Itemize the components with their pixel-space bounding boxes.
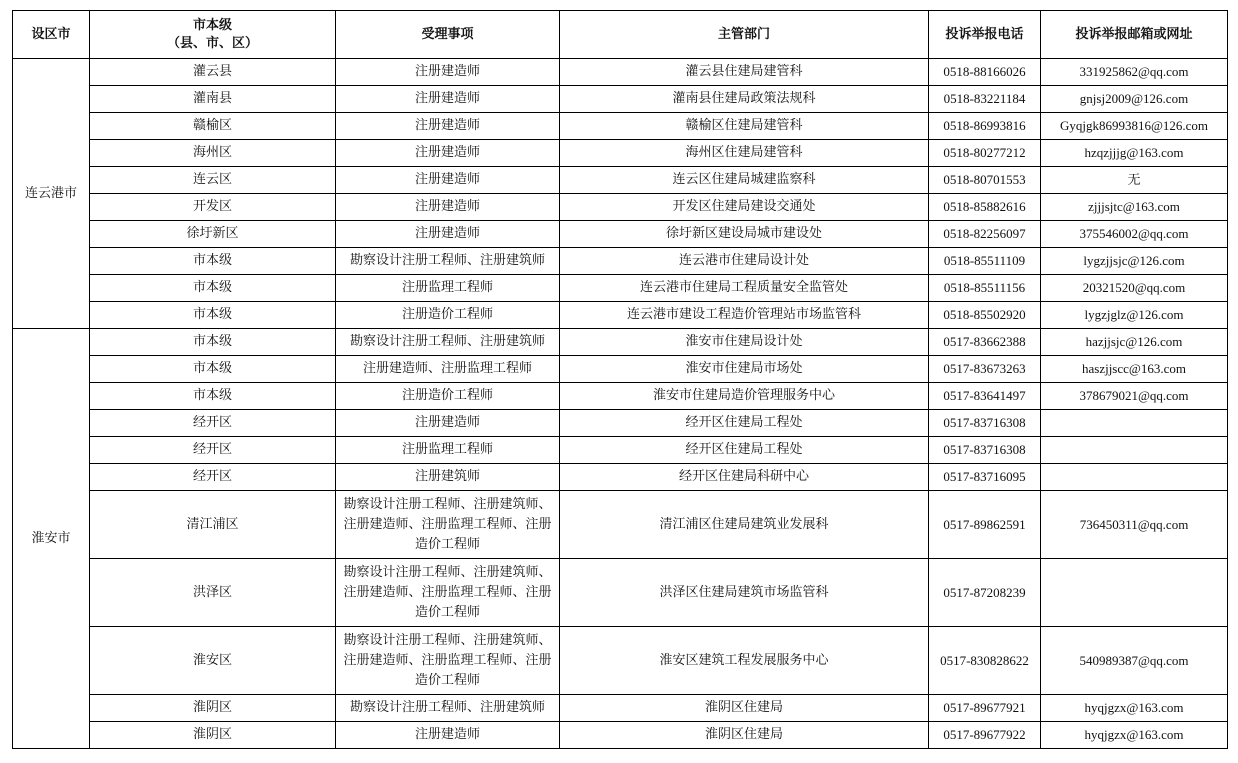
dept-cell: 灌南县住建局政策法规科 [560, 86, 929, 113]
dept-cell: 清江浦区住建局建筑业发展科 [560, 491, 929, 559]
dept-cell: 淮安市住建局设计处 [560, 329, 929, 356]
dept-cell: 洪泽区住建局建筑市场监管科 [560, 559, 929, 627]
item-cell: 注册建造师 [336, 221, 560, 248]
table-row [13, 627, 1228, 695]
phone-cell: 0517-87208239 [929, 559, 1041, 627]
table-row [13, 140, 1228, 167]
item-cell: 注册建造师 [336, 86, 560, 113]
table-row [13, 437, 1228, 464]
phone-cell: 0518-88166026 [929, 59, 1041, 86]
email-cell: 736450311@qq.com [1041, 491, 1228, 559]
item-cell: 注册建造师 [336, 59, 560, 86]
phone-cell: 0518-86993816 [929, 113, 1041, 140]
area-cell: 清江浦区 [90, 491, 336, 559]
item-cell: 注册造价工程师 [336, 383, 560, 410]
area-cell: 灌云县 [90, 59, 336, 86]
table-row [13, 248, 1228, 275]
email-cell [1041, 437, 1228, 464]
item-cell: 勘察设计注册工程师、注册建筑师 [336, 695, 560, 722]
table-row [13, 722, 1228, 749]
area-cell: 淮安区 [90, 627, 336, 695]
table-row [13, 86, 1228, 113]
phone-cell: 0517-89677922 [929, 722, 1041, 749]
email-cell: 375546002@qq.com [1041, 221, 1228, 248]
table-row [13, 329, 1228, 356]
area-cell: 洪泽区 [90, 559, 336, 627]
area-cell: 经开区 [90, 464, 336, 491]
table-row [13, 383, 1228, 410]
complaint-contacts-table [12, 10, 1228, 749]
area-cell: 市本级 [90, 329, 336, 356]
item-cell: 注册建造师 [336, 194, 560, 221]
dept-cell: 灌云县住建局建管科 [560, 59, 929, 86]
phone-cell: 0517-83716095 [929, 464, 1041, 491]
email-cell: hyqjgzx@163.com [1041, 722, 1228, 749]
item-cell: 注册建造师 [336, 410, 560, 437]
area-cell: 开发区 [90, 194, 336, 221]
area-cell: 市本级 [90, 302, 336, 329]
email-cell [1041, 559, 1228, 627]
phone-cell: 0518-85502920 [929, 302, 1041, 329]
phone-cell: 0517-83641497 [929, 383, 1041, 410]
area-cell: 赣榆区 [90, 113, 336, 140]
dept-cell: 连云港市建设工程造价管理站市场监管科 [560, 302, 929, 329]
item-cell: 注册建造师 [336, 140, 560, 167]
table-row [13, 194, 1228, 221]
phone-cell: 0518-85511109 [929, 248, 1041, 275]
email-cell [1041, 464, 1228, 491]
phone-cell: 0517-89677921 [929, 695, 1041, 722]
phone-cell: 0518-82256097 [929, 221, 1041, 248]
phone-cell: 0517-89862591 [929, 491, 1041, 559]
area-cell: 经开区 [90, 437, 336, 464]
dept-cell: 淮阴区住建局 [560, 722, 929, 749]
header-level-line2: （县、市、区） [166, 35, 258, 51]
email-cell: haszjjscc@163.com [1041, 356, 1228, 383]
phone-cell: 0517-83673263 [929, 356, 1041, 383]
header-email: 投诉举报邮箱或网址 [1041, 11, 1228, 59]
email-cell: lygzjjsjc@126.com [1041, 248, 1228, 275]
area-cell: 经开区 [90, 410, 336, 437]
email-cell: hazjjsjc@126.com [1041, 329, 1228, 356]
table-row [13, 221, 1228, 248]
item-cell: 注册建筑师 [336, 464, 560, 491]
header-city: 设区市 [13, 11, 90, 59]
phone-cell: 0518-85511156 [929, 275, 1041, 302]
item-cell: 勘察设计注册工程师、注册建筑师、注册建造师、注册监理工程师、注册造价工程师 [336, 627, 560, 695]
item-cell: 注册监理工程师 [336, 275, 560, 302]
dept-cell: 淮安区建筑工程发展服务中心 [560, 627, 929, 695]
item-cell: 勘察设计注册工程师、注册建筑师 [336, 329, 560, 356]
header-items: 受理事项 [336, 11, 560, 59]
dept-cell: 开发区住建局建设交通处 [560, 194, 929, 221]
dept-cell: 赣榆区住建局建管科 [560, 113, 929, 140]
table-row [13, 113, 1228, 140]
table-row [13, 302, 1228, 329]
email-cell [1041, 410, 1228, 437]
area-cell: 灌南县 [90, 86, 336, 113]
email-cell: Gyqjgk86993816@126.com [1041, 113, 1228, 140]
header-level-line1: 市本级 [192, 17, 232, 33]
dept-cell: 经开区住建局工程处 [560, 410, 929, 437]
phone-cell: 0518-80277212 [929, 140, 1041, 167]
area-cell: 淮阴区 [90, 695, 336, 722]
area-cell: 市本级 [90, 248, 336, 275]
item-cell: 注册建造师 [336, 167, 560, 194]
email-cell: zjjjsjtc@163.com [1041, 194, 1228, 221]
area-cell: 徐圩新区 [90, 221, 336, 248]
area-cell: 淮阴区 [90, 722, 336, 749]
header-row [13, 11, 1228, 59]
table-row [13, 559, 1228, 627]
dept-cell: 徐圩新区建设局城市建设处 [560, 221, 929, 248]
email-cell: 540989387@qq.com [1041, 627, 1228, 695]
table-row [13, 491, 1228, 559]
table-row [13, 275, 1228, 302]
item-cell: 勘察设计注册工程师、注册建筑师、注册建造师、注册监理工程师、注册造价工程师 [336, 491, 560, 559]
table-row [13, 59, 1228, 86]
item-cell: 勘察设计注册工程师、注册建筑师 [336, 248, 560, 275]
email-cell: lygzjglz@126.com [1041, 302, 1228, 329]
city-cell-lianyungang: 连云港市 [13, 59, 90, 329]
dept-cell: 淮安市住建局造价管理服务中心 [560, 383, 929, 410]
item-cell: 注册建造师、注册监理工程师 [336, 356, 560, 383]
item-cell: 注册建造师 [336, 113, 560, 140]
phone-cell: 0518-80701553 [929, 167, 1041, 194]
email-cell: 331925862@qq.com [1041, 59, 1228, 86]
area-cell: 市本级 [90, 275, 336, 302]
area-cell: 海州区 [90, 140, 336, 167]
phone-cell: 0517-83716308 [929, 437, 1041, 464]
email-cell: 20321520@qq.com [1041, 275, 1228, 302]
dept-cell: 经开区住建局工程处 [560, 437, 929, 464]
phone-cell: 0517-83716308 [929, 410, 1041, 437]
table-row [13, 167, 1228, 194]
item-cell: 注册建造师 [336, 722, 560, 749]
email-cell: 378679021@qq.com [1041, 383, 1228, 410]
area-cell: 连云区 [90, 167, 336, 194]
header-phone: 投诉举报电话 [929, 11, 1041, 59]
table-row [13, 356, 1228, 383]
phone-cell: 0517-83662388 [929, 329, 1041, 356]
header-level [90, 11, 336, 59]
item-cell: 勘察设计注册工程师、注册建筑师、注册建造师、注册监理工程师、注册造价工程师 [336, 559, 560, 627]
table-row [13, 695, 1228, 722]
dept-cell: 连云港市住建局设计处 [560, 248, 929, 275]
item-cell: 注册造价工程师 [336, 302, 560, 329]
email-cell: 无 [1041, 167, 1228, 194]
city-cell-huaian: 淮安市 [13, 329, 90, 749]
email-cell: hzqzjjjg@163.com [1041, 140, 1228, 167]
phone-cell: 0517-830828622 [929, 627, 1041, 695]
dept-cell: 海州区住建局建管科 [560, 140, 929, 167]
area-cell: 市本级 [90, 356, 336, 383]
dept-cell: 淮安市住建局市场处 [560, 356, 929, 383]
phone-cell: 0518-85882616 [929, 194, 1041, 221]
item-cell: 注册监理工程师 [336, 437, 560, 464]
dept-cell: 连云区住建局城建监察科 [560, 167, 929, 194]
table-row [13, 410, 1228, 437]
dept-cell: 淮阴区住建局 [560, 695, 929, 722]
dept-cell: 连云港市住建局工程质量安全监管处 [560, 275, 929, 302]
dept-cell: 经开区住建局科研中心 [560, 464, 929, 491]
email-cell: hyqjgzx@163.com [1041, 695, 1228, 722]
table-row [13, 464, 1228, 491]
phone-cell: 0518-83221184 [929, 86, 1041, 113]
email-cell: gnjsj2009@126.com [1041, 86, 1228, 113]
header-dept: 主管部门 [560, 11, 929, 59]
area-cell: 市本级 [90, 383, 336, 410]
